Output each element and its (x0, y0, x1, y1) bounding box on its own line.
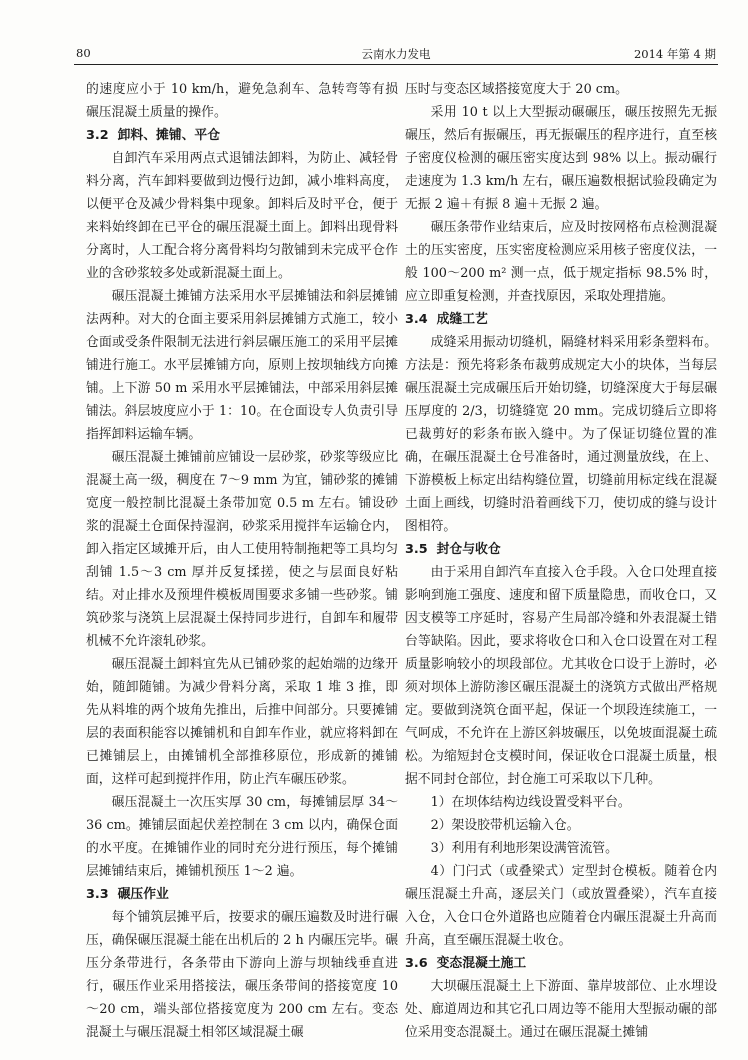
section-number: 3.2 (86, 128, 109, 143)
section-heading-3-6 (405, 952, 717, 975)
paragraph: 碾压混凝土卸料宜先从已铺砂浆的起始端的边缘开始，随卸随铺。为减少骨料分离，采取 1 堆 3 推，即先从料堆的两个坡角先推出，后推中间部分。只要摊铺层的表面积能容以摊铺机和自卸车作业，就应将料卸在已摊铺层上，由摊铺机全部推移原位，形成新的摊铺面，这样可起到搅拌作用，防止汽车碾压砂浆。 (86, 657, 398, 787)
paragraph: 由于采用自卸汽车直接入仓手段。入仓口处理直接影响到施工强度、速度和留下质量隐患，而收仓口，又因支模等工序延时，容易产生局部冷缝和外表混凝土错台等缺陷。因此，要求将收仓口和入仓口设置在对工程质量影响较小的坝段部位。尤其收仓口设于上游时，必须对坝体上游防渗区碾压混凝土的浇筑方式做出严格规定。要做到浇筑仓面平起，保证一个坝段连续施工，一气呵成，不允许在上游区斜坡碾压，以免坡面混凝土疏松。为缩短封仓支模时间，保证收仓口混凝土质量，根据不同封仓部位，封仓施工可采取以下几种。 (405, 565, 717, 787)
paragraph: 碾压混凝土摊铺方法采用水平层摊铺法和斜层摊铺法两种。对大的仓面主要采用斜层摊铺方式施工，较小仓面或受条件限制无法进行斜层碾压施工的采用平层摊铺进行施工。水平层摊铺方向，原则上按坝轴线方向摊铺。上下游 50 m 采用水平层摊铺法，中部采用斜层摊铺法。斜层坡度应小于 1：10。在仓面设专人负责引导指挥卸料运输车辆。 (86, 289, 398, 442)
paragraph: 每个铺筑层摊平后，按要求的碾压遍数及时进行碾压，确保碾压混凝土能在出机后的 2 h 内碾压完毕。碾压分条带进行，各条带由下游向上游与坝轴线垂直进行，碾压作业采用搭接法，碾压条带间的搭接宽度 10～20 cm，端头部位搭接宽度为 200 cm 左右。变态混凝土与碾压混凝土相邻区域混凝土碾 (86, 910, 398, 1040)
list-item: 4）门闩式（或叠梁式）定型封仓模板。随着仓内碾压混凝土升高，逐层关门（或放置叠梁），汽车直接入仓，入仓口仓外道路也应随着仓内碾压混凝土升高而升高，直至碾压混凝土收仓。 (405, 864, 717, 948)
section-title: 碾压作业 (117, 887, 169, 902)
section-heading-3-2 (86, 124, 398, 147)
paragraph: 自卸汽车采用两点式退铺法卸料，为防止、减轻骨料分离，汽车卸料要做到边慢行边卸，减小堆料高度，以便平仓及减少骨料集中现象。卸料后及时平仓，便于来料始终卸在已平仓的碾压混凝土面上。卸料出现骨料分离时，人工配合将分离骨料均匀散铺到未完成平仓作业的含砂浆较多处或新混凝土面上。 (86, 151, 398, 281)
running-header (74, 42, 718, 65)
section-title: 变态混凝土施工 (436, 956, 527, 971)
section-heading-3-5 (405, 538, 717, 561)
section-title: 封仓与收仓 (436, 542, 501, 557)
section-number: 3.5 (405, 542, 428, 557)
paragraph: 碾压条带作业结束后，应及时按网格布点检测混凝土的压实密度，压实密度检测应采用核子密度仪法，一般 100～200 m² 测一点，低于规定指标 98.5% 时，应立即重复检测，并查找原因，采取处理措施。 (405, 220, 717, 304)
paragraph: 碾压混凝土一次压实厚 30 cm，每摊铺层厚 34～36 cm。摊铺层面起伏差控制在 3 cm 以内，确保仓面的水平度。在摊铺作业的同时充分进行预压，每个摊铺层摊铺结束后，摊铺机预压 1～2 遍。 (86, 795, 398, 879)
section-title: 卸料、摊铺、平仓 (117, 128, 220, 143)
journal-title: 云南水力发电 (361, 47, 431, 61)
paragraph: 成缝采用振动切缝机，隔缝材料采用彩条塑料布。方法是：预先将彩条布裁剪成规定大小的块体，当每层碾压混凝土完成碾压后开始切缝，切缝深度大于每层碾压厚度的 2/3，切缝缝宽 20 mm。完成切缝后立即将已裁剪好的彩条布嵌入缝中。为了保证切缝位置的准确，在碾压混凝土仓号准备时，通过测量放线，在上、下游模板上标定出结构缝位置，切缝前用标定线在混凝土面上画线，切缝时沿着画线下刀，使切成的缝与设计图相符。 (405, 335, 717, 534)
section-number: 3.4 (405, 312, 428, 327)
issue-label: 2014 年第 4 期 (633, 47, 716, 61)
list-item: 2）架设胶带机运输入仓。 (430, 818, 580, 833)
page-number: 80 (76, 46, 91, 60)
paragraph: 采用 10 t 以上大型振动碾碾压，碾压按照先无振碾压，然后有振碾压，再无振碾压的程序进行，直至核子密度仪检测的碾压密实度达到 98% 以上。振动碾行走速度为 1.3 km/h 左右，碾压遍数根据试验段确定为无振 2 遍＋有振 8 遍＋无振 2 遍。 (405, 105, 717, 212)
right-column (405, 78, 717, 1044)
section-heading-3-4 (405, 308, 717, 331)
list-item: 1）在坝体结构边线设置受料平台。 (430, 795, 631, 810)
section-heading-3-3 (86, 883, 398, 906)
paragraph: 的速度应小于 10 km/h，避免急刹车、急转弯等有损碾压混凝土质量的操作。 (86, 82, 398, 120)
list-item: 3）利用有利地形架设满管流管。 (430, 841, 618, 856)
paragraph: 压时与变态区域搭接宽度大于 20 cm。 (405, 82, 628, 97)
section-number: 3.3 (86, 887, 109, 902)
section-title: 成缝工艺 (436, 312, 488, 327)
paragraph: 大坝碾压混凝土上下游面、靠岸坡部位、止水埋设处、廊道周边和其它孔口周边等不能用大型振动碾的部位采用变态混凝土。通过在碾压混凝土摊铺 (405, 979, 717, 1040)
left-column (86, 78, 398, 1044)
section-number: 3.6 (405, 956, 428, 971)
paragraph: 碾压混凝土摊铺前应铺设一层砂浆，砂浆等级应比混凝土高一级，稠度在 7～9 mm 为宜，铺砂浆的摊铺宽度一般控制比混凝土条带加宽 0.5 m 左右。铺设砂浆的混凝土仓面保持湿润，砂浆采用搅拌车运输仓内，卸入指定区域摊开后，由人工使用特制拖耙等工具均匀刮铺 1.5～3 cm 厚并反复揉搓，使之与层面良好粘结。对止排水及预埋件模板周围要求多铺一些砂浆。铺筑砂浆与浇筑上层混凝土保持同步进行，自卸车和履带机械不允许滚轧砂浆。 (86, 450, 398, 649)
